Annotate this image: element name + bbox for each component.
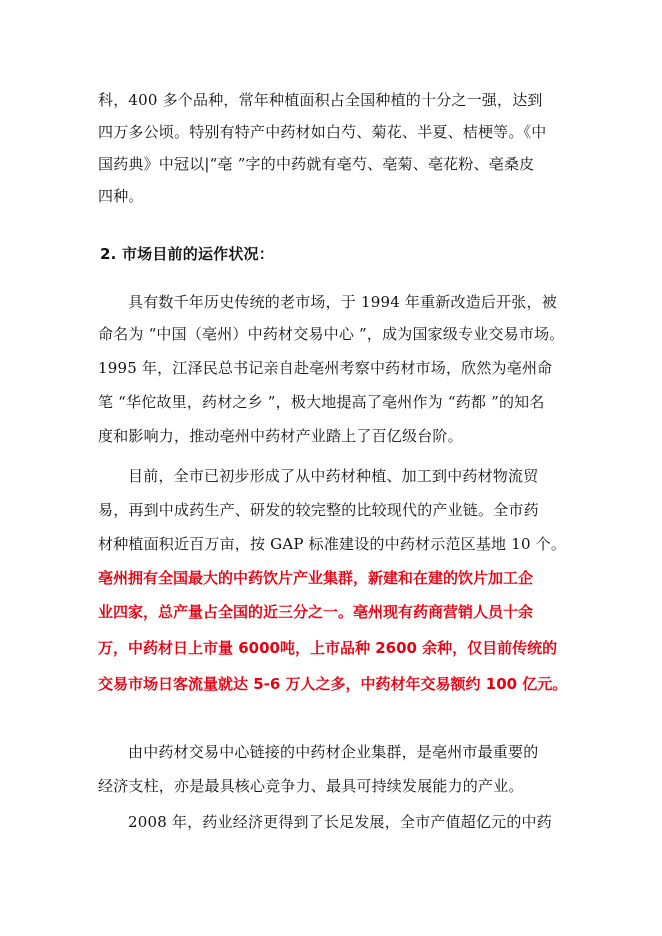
paragraph5-line-1: 2008 年，药业经济更得到了长足发展，全市产值超亿元的中药 [128,813,552,831]
paragraph2-line-2: 命名为 “中国（亳州）中药材交易中心 ”，成为国家级专业交易市场。 [98,325,565,343]
paragraph3-line-3: 材种植面积近百万亩，按 GAP 标准建设的中药材示范区基地 10 个。 [98,535,567,553]
paragraph2-line-4: 笔 “华佗故里，药材之乡 ”，极大地提高了亳州作为 “药都 ”的知名 [98,393,545,411]
paragraph1-line-2: 四万多公顷。特别有特产中药材如白芍、菊花、半夏、桔梗等。《中 [98,123,547,141]
paragraph3-line-2: 易，再到中成药生产、研发的较完整的比较现代的产业链。全市药 [98,501,539,519]
paragraph2-line-1: 具有数千年历史传统的老市场，于 1994 年重新改造后开张，被 [128,293,557,311]
highlight-line-1: 亳州拥有全国最大的中药饮片产业集群，新建和在建的饮片加工企 [98,569,534,587]
paragraph2-line-3: 1995 年，江泽民总书记亲自赴亳州考察中药材市场，欣然为亳州命 [98,359,553,377]
highlight-line-4: 交易市场日客流量就达 5-6 万人之多，中药材年交易额约 100 亿元。 [98,675,568,693]
paragraph1-line-4: 四种。 [98,187,144,205]
highlight-line-3: 万，中药材日上市量 6000吨，上市品种 2600 余种，仅目前传统的 [98,639,558,657]
paragraph1-line-1: 科，400 多个品种，常年种植面积占全国种植的十分之一强，达到 [98,91,543,109]
paragraph1-line-3: 国药典》中冠以|“亳 ”字的中药就有亳芍、亳菊、亳花粉、亳桑皮 [98,155,535,173]
highlight-line-2: 业四家，总产量占全国的近三分之一。亳州现有药商营销人员十余 [98,603,534,621]
paragraph3-line-1: 目前，全市已初步形成了从中药材种植、加工到中药材物流贸 [128,467,539,485]
paragraph4-line-2: 经济支柱，亦是最具核心竞争力、最具可持续发展能力的产业。 [98,777,524,795]
paragraph2-line-5: 度和影响力，推动亳州中药材产业踏上了百亿级台阶。 [98,427,463,445]
section-heading: 2. 市场目前的运作状况： [100,245,274,263]
paragraph4-line-1: 由中药材交易中心链接的中药材企业集群，是亳州市最重要的 [128,743,539,761]
